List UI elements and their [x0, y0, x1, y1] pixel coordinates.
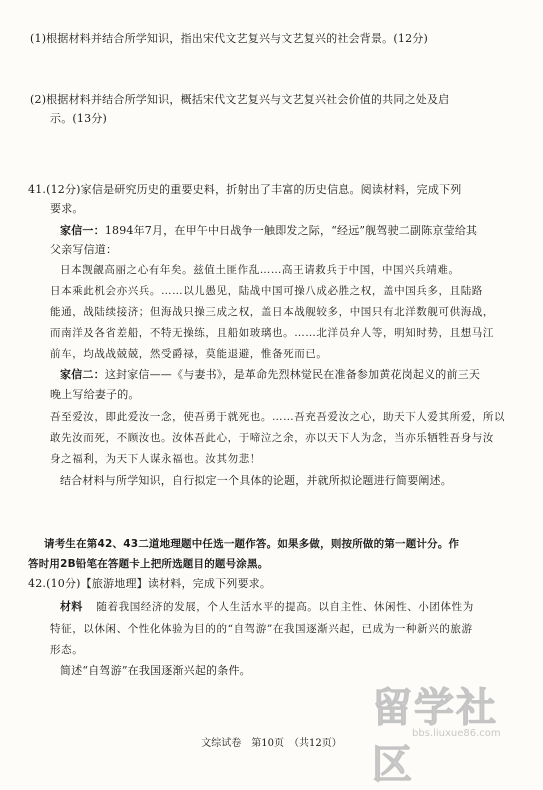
letter2-body-line: 敢先汝而死，不顾汝也。汝体吾此心，于啼泣之余，亦以天下人为念，当亦乐牺牲吾身与汝 — [50, 432, 494, 444]
letter2-label: 家信二： — [60, 368, 105, 381]
site-watermark — [372, 676, 538, 788]
q40-part1: (1)根据材料并结合所学知识，指出宋代文艺复兴与文艺复兴的社会背景。(12分) — [30, 32, 428, 45]
letter1-body-line: 日本觊觎高丽之心有年矣。兹值土匪作乱……高王请救兵于中国，中国兴兵靖难。 — [60, 264, 460, 276]
letter1-label: 家信一： — [60, 224, 105, 237]
q41-letter2-intro2: 晚上写给妻子的。 — [50, 388, 140, 401]
q41-task: 结合材料与所学知识，自行拟定一个具体的论题，并就所拟论题进行简要阐述。 — [60, 474, 452, 487]
q41-letter1-intro2: 父亲写信道： — [50, 243, 118, 256]
letter2-intro-text: 这封家信——《与妻书》，是革命先烈林觉民在准备参加黄花岗起义的前三天 — [104, 368, 481, 381]
letter1-body-line: 日本乘此机会亦兴兵。……以儿愚见，陆战中国可操八成必胜之权，盖中国兵多，且陆路 — [50, 285, 483, 297]
q41-letter2-intro1 — [60, 368, 480, 382]
q40-part2-line2: 示。(13分) — [50, 112, 107, 125]
letter1-body-line: 前车，均战战兢兢，然受爵禄，莫能退避，惟备死而已。 — [50, 348, 328, 360]
q42-material-line3: 形态。 — [50, 644, 84, 656]
watermark-logo-text: 留学社区 — [372, 685, 498, 788]
q40-part2-line1: (2)根据材料并结合所学知识，概括宋代文艺复兴与文艺复兴社会价值的共同之处及启 — [30, 93, 450, 106]
instruction-line2: 答时用2B铅笔在答题卡上把所选题目的题号涂黑。 — [28, 558, 269, 570]
q42-material-line2: 特征，以休闲、个性化体验为目的的“自驾游”在我国逐渐兴起，已成为一种新兴的旅游 — [50, 623, 473, 635]
letter1-body-line: 而南洋及各省差船，不特无操练，且船如玻璃也。……北洋员弁人等，明知时势，且想马江 — [50, 327, 494, 339]
watermark-url: bbs.liuxue86.com — [412, 728, 501, 739]
q41-stem-line2: 要求。 — [50, 202, 84, 215]
q41-letter1-intro1 — [60, 224, 477, 238]
letter2-body-line: 吾至爱汝，即此爱汝一念，使吾勇于就死也。……吾充吾爱汝之心，助天下人爱其所爱，所以 — [50, 411, 506, 423]
letter2-body-line: 身之福利，为天下人谋永福也。汝其勿悲！ — [50, 453, 261, 465]
letter1-intro-text: 1894年7月，在甲午中日战争一触即发之际，“经远”舰驾驶二副陈京莹给其 — [104, 224, 478, 237]
page-footer: 文综试卷 第10页 （共12页） — [201, 738, 342, 749]
material-label: 材料 — [60, 600, 83, 613]
q41-stem-line1: 41.(12分)家信是研究历史的重要史料，折射出了丰富的历史信息。阅读材料，完成下列 — [28, 183, 462, 196]
material-text: 随着我国经济的发展，个人生活水平的提高。以自主性、休闲性、小团体性为 — [96, 601, 474, 613]
q42-stem: 42.(10分)【旅游地理】读材料，完成下列要求。 — [28, 577, 272, 590]
q42-task: 简述“自驾游”在我国逐渐兴起的条件。 — [60, 664, 251, 677]
letter1-body-line: 能通，战陆续接济；但海战只操三成之权，盖日本战舰较多，中国只有北洋数舰可供海战， — [50, 306, 494, 318]
instruction-line1: 请考生在第42、43二道地理题中任选一题作答。如果多做，则按所做的第一题计分。作 — [44, 538, 460, 550]
q42-material-line1 — [60, 600, 474, 614]
